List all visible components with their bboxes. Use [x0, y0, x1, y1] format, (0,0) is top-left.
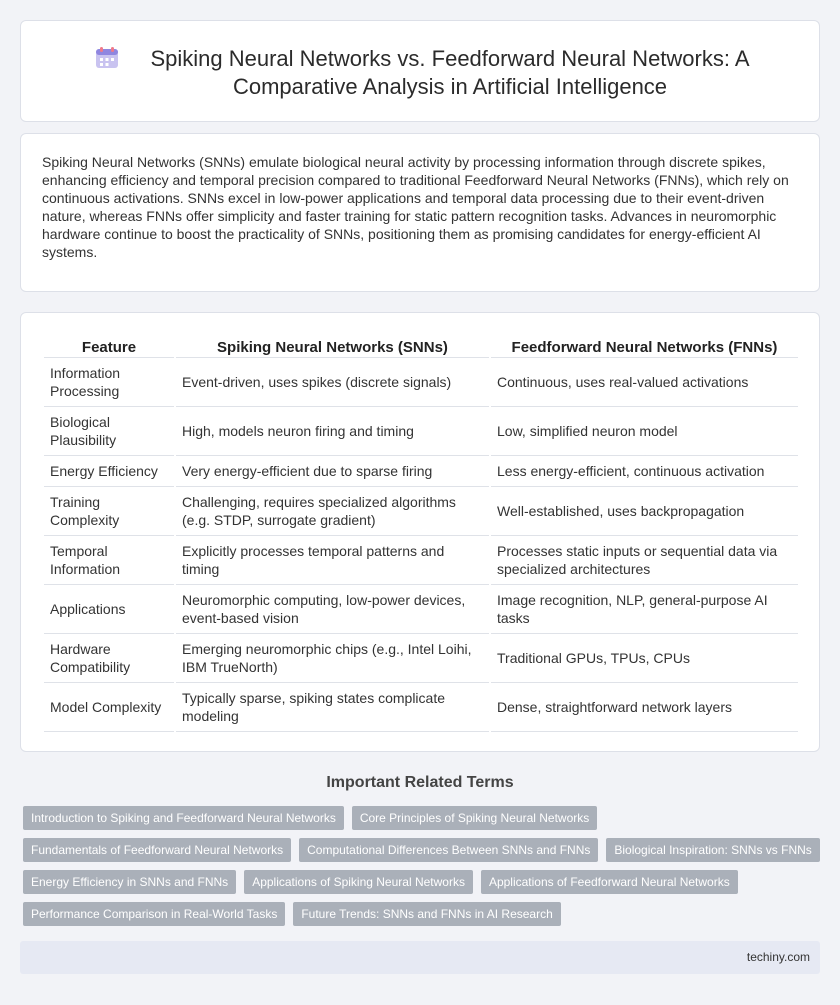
snn-cell: Neuromorphic computing, low-power devices, event-based vision — [176, 585, 489, 634]
feature-cell: Information Processing — [44, 358, 174, 407]
page-title: Spiking Neural Networks vs. Feedforward Neural Networks: A Comparative Analysis in Artificial Intelligence — [150, 46, 750, 99]
related-term-tag[interactable]: Computational Differences Between SNNs and FNNs — [299, 838, 598, 862]
terms-row — [23, 870, 823, 894]
related-term-tag[interactable]: Applications of Feedforward Neural Networks — [481, 870, 738, 894]
snn-cell: Very energy-efficient due to sparse firing — [176, 456, 489, 487]
header-snn: Spiking Neural Networks (SNNs) — [176, 332, 489, 358]
fnn-cell: Image recognition, NLP, general-purpose AI tasks — [491, 585, 798, 634]
title-card — [20, 20, 820, 122]
feature-cell: Training Complexity — [44, 487, 174, 536]
terms-row — [23, 838, 823, 862]
related-term-tag[interactable]: Energy Efficiency in SNNs and FNNs — [23, 870, 236, 894]
table-row — [44, 407, 798, 456]
snn-cell: Event-driven, uses spikes (discrete signals) — [176, 358, 489, 407]
snn-cell: High, models neuron firing and timing — [176, 407, 489, 456]
table-row — [44, 358, 798, 407]
related-term-tag[interactable]: Introduction to Spiking and Feedforward Neural Networks — [23, 806, 344, 830]
snn-cell: Emerging neuromorphic chips (e.g., Intel Loihi, IBM TrueNorth) — [176, 634, 489, 683]
header-feature: Feature — [44, 332, 174, 358]
related-term-tag[interactable]: Performance Comparison in Real-World Tasks — [23, 902, 285, 926]
feature-cell: Temporal Information — [44, 536, 174, 585]
table-row — [44, 683, 798, 732]
fnn-cell: Less energy-efficient, continuous activation — [491, 456, 798, 487]
related-term-tag[interactable]: Core Principles of Spiking Neural Networks — [352, 806, 597, 830]
related-term-tag[interactable]: Fundamentals of Feedforward Neural Networks — [23, 838, 291, 862]
comparison-table — [42, 332, 800, 732]
table-row — [44, 456, 798, 487]
fnn-cell: Continuous, uses real-valued activations — [491, 358, 798, 407]
table-row — [44, 634, 798, 683]
table-row — [44, 536, 798, 585]
fnn-cell: Dense, straightforward network layers — [491, 683, 798, 732]
terms-row — [23, 806, 823, 830]
feature-cell: Hardware Compatibility — [44, 634, 174, 683]
fnn-cell: Well-established, uses backpropagation — [491, 487, 798, 536]
intro-paragraph: Spiking Neural Networks (SNNs) emulate biological neural activity by processing information through discrete spikes, enhancing efficiency and temporal precision compared to traditional Feedforward Neural Networks (FNNs), which rely on continuous activations. SNNs excel in low-power applications and temporal data processing due to their event-driven nature, whereas FNNs offer simplicity and faster training for static pattern recognition tasks. Advances in neuromorphic hardware continue to boost the practicality of SNNs, positioning them as promising candidates for energy-efficient AI systems. — [42, 154, 789, 260]
related-terms-list — [23, 806, 823, 934]
fnn-cell: Traditional GPUs, TPUs, CPUs — [491, 634, 798, 683]
feature-cell: Energy Efficiency — [44, 456, 174, 487]
footer-site-link[interactable]: techiny.com — [746, 950, 810, 964]
header-fnn: Feedforward Neural Networks (FNNs) — [491, 332, 798, 358]
fnn-cell: Low, simplified neuron model — [491, 407, 798, 456]
related-term-tag[interactable]: Future Trends: SNNs and FNNs in AI Research — [293, 902, 560, 926]
feature-cell: Model Complexity — [44, 683, 174, 732]
snn-cell: Explicitly processes temporal patterns and timing — [176, 536, 489, 585]
table-row — [44, 487, 798, 536]
related-term-tag[interactable]: Biological Inspiration: SNNs vs FNNs — [606, 838, 819, 862]
feature-cell: Biological Plausibility — [44, 407, 174, 456]
related-term-tag[interactable]: Applications of Spiking Neural Networks — [244, 870, 473, 894]
feature-cell: Applications — [44, 585, 174, 634]
fnn-cell: Processes static inputs or sequential data via specialized architectures — [491, 536, 798, 585]
comparison-table-card — [20, 312, 820, 752]
related-terms-heading: Important Related Terms — [326, 774, 514, 791]
footer — [20, 941, 820, 974]
terms-row — [23, 902, 823, 926]
intro-card — [20, 133, 820, 292]
calendar-icon — [95, 47, 119, 69]
snn-cell: Typically sparse, spiking states complicate modeling — [176, 683, 489, 732]
table-row — [44, 585, 798, 634]
snn-cell: Challenging, requires specialized algorithms (e.g. STDP, surrogate gradient) — [176, 487, 489, 536]
table-header-row — [44, 332, 798, 358]
